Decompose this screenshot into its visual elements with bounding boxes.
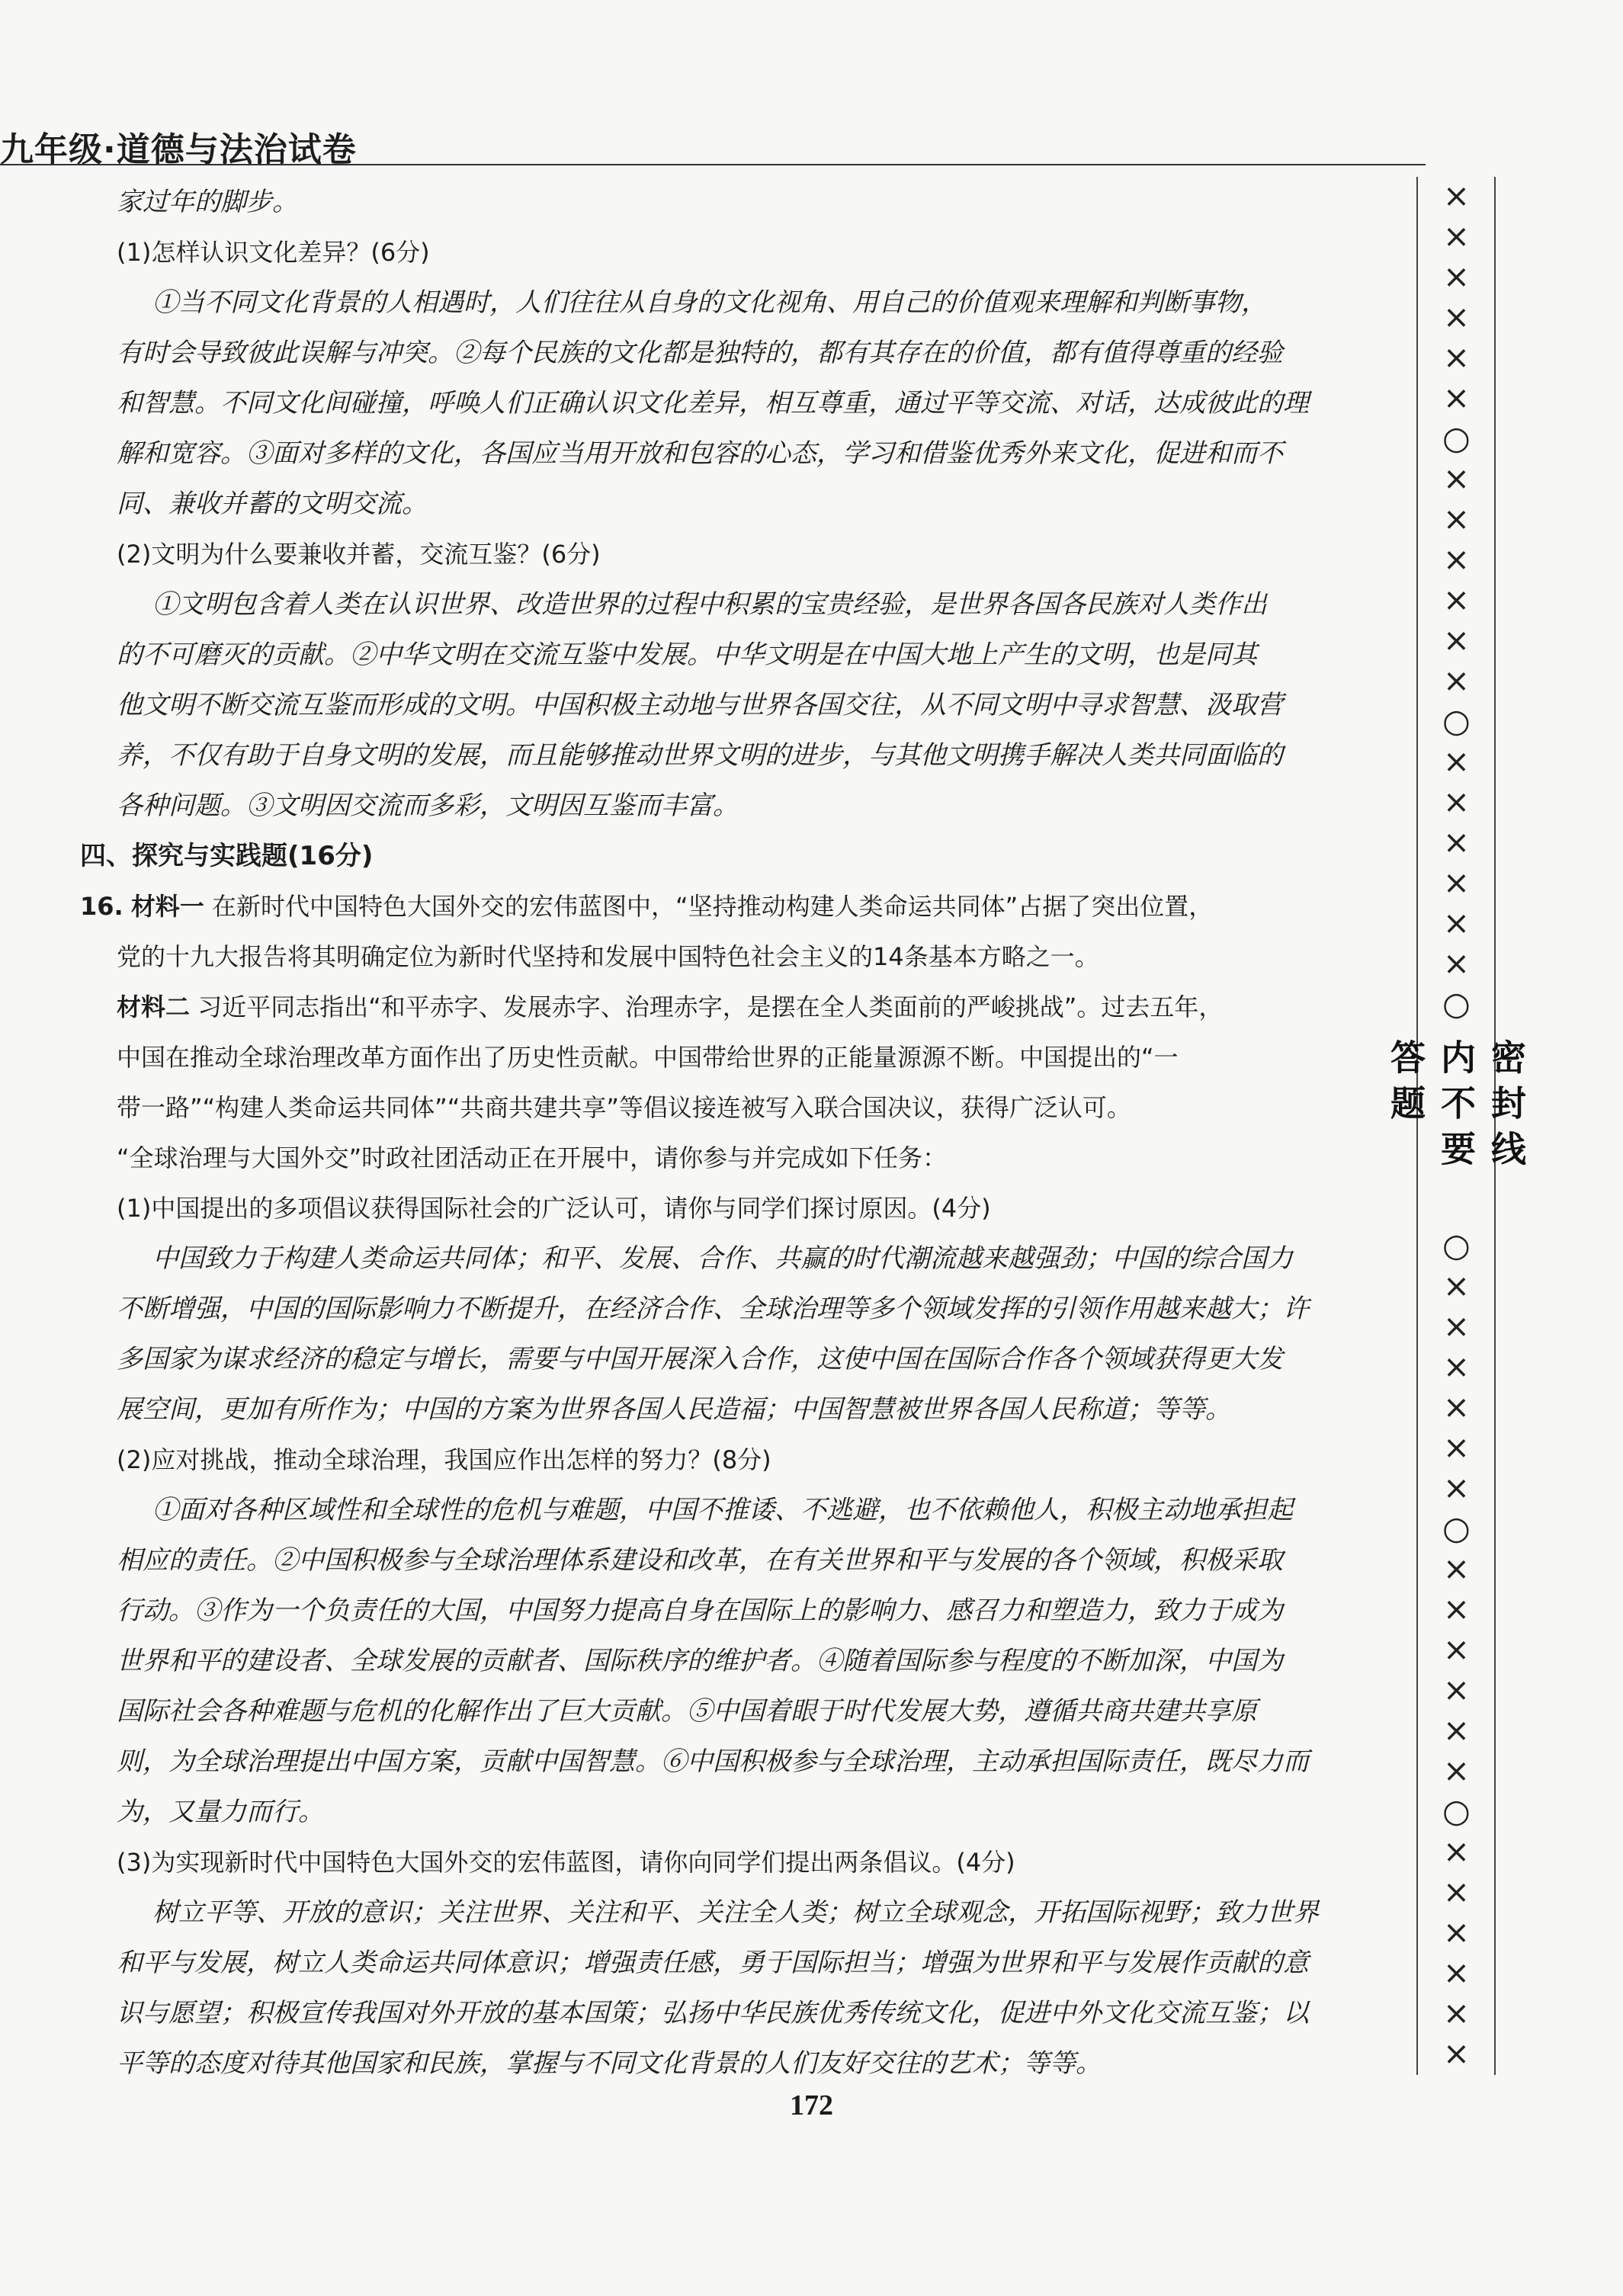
material-text: 在新时代中国特色大国外交的宏伟蓝图中，“坚持推动构建人类命运共同体”占据了突出位置， — [212, 892, 1214, 921]
answer-line: ①面对各种区域性和全球性的危机与难题，中国不推诿、不逃避，也不依赖他人，积极主动地承担起 — [152, 1495, 1293, 1525]
page-header-title: 九年级·道德与法治试卷 — [0, 130, 357, 169]
answer-line: 识与愿望；积极宣传我国对外开放的基本国策；弘扬中华民族优秀传统文化，促进中外文化交流互鉴；以 — [117, 1998, 1309, 2028]
header-divider — [0, 164, 1426, 165]
material-text: 带一路”“构建人类命运共同体”“共商共建共享”等倡议接连被写入联合国决议，获得广泛认可。 — [117, 1093, 1131, 1122]
material-text: 党的十九大报告将其明确定位为新时代坚持和发展中国特色社会主义的14条基本方略之一。 — [117, 942, 1099, 971]
answer-line: ①当不同文化背景的人相遇时，人们往往从自身的文化视角、用自己的价值观来理解和判断事物， — [152, 287, 1267, 318]
answer-line: 和平与发展，树立人类命运共同体意识；增强责任感，勇于国际担当；增强为世界和平与发展作贡献的意 — [117, 1948, 1309, 1978]
answer-line: 行动。③作为一个负责任的大国，中国努力提高自身在国际上的影响力、感召力和塑造力，致力于成为 — [117, 1595, 1283, 1626]
answer-line: 中国致力于构建人类命运共同体；和平、发展、合作、共赢的时代潮流越来越强劲；中国的综合国力 — [152, 1243, 1293, 1274]
question-1: (1)怎样认识文化差异？(6分) — [117, 238, 430, 267]
answer-line: 他文明不断交流互鉴而形成的文明。中国积极主动地与世界各国交往，从不同文明中寻求智慧、汲取营 — [117, 690, 1283, 720]
answer-line: 树立平等、开放的意识；关注世界、关注和平、关注全人类；树立全球观念，开拓国际视野；致力世界 — [152, 1897, 1319, 1928]
binding-marks-bottom: ○××××××○××××××○×××××× — [1438, 1227, 1475, 2075]
answer-line: 世界和平的建设者、全球发展的贡献者、国际秩序的维护者。④随着国际参与程度的不断加深，中国为 — [117, 1646, 1283, 1676]
question-16-material-2 — [80, 982, 1391, 1032]
page-number: 172 — [790, 2089, 833, 2121]
answer-content — [80, 177, 1391, 2089]
material-label: 材料二 — [117, 992, 191, 1021]
question-16-2: (2)应对挑战，推动全球治理，我国应作出怎样的努力？(8分) — [117, 1445, 771, 1474]
answer-line: 展空间，更加有所作为；中国的方案为世界各国人民造福；中国智慧被世界各国人民称道；等等。 — [117, 1394, 1231, 1425]
question-16-material-1 — [80, 881, 1391, 932]
answer-line: 平等的态度对待其他国家和民族，掌握与不同文化背景的人们友好交往的艺术；等等。 — [117, 2048, 1102, 2079]
answer-line: 多国家为谋求经济的稳定与增长，需要与中国开展深入合作，这使中国在国际合作各个领域获得更大发 — [117, 1344, 1283, 1374]
section-heading: 四、探究与实践题(16分) — [80, 841, 374, 871]
answer-line: 养，不仅有助于自身文明的发展，而且能够推动世界文明的进步，与其他文明携手解决人类共同面临的 — [117, 740, 1283, 771]
answer-line: 则，为全球治理提出中国方案，贡献中国智慧。⑥中国积极参与全球治理，主动承担国际责任，既尽力而 — [117, 1746, 1309, 1777]
material-text: 中国在推动全球治理改革方面作出了历史性贡献。中国带给世界的正能量源源不断。中国提出的“一 — [117, 1043, 1179, 1072]
answer-line: 有时会导致彼此误解与冲突。②每个民族的文化都是独特的，都有其存在的价值，都有值得尊重的经验 — [117, 338, 1283, 368]
answer-line: 解和宽容。③面对多样的文化，各国应当用开放和包容的心态，学习和借鉴优秀外来文化，促进和而不 — [117, 438, 1283, 469]
binding-marks-top: ××××××○××××××○××××××○ — [1438, 177, 1475, 1025]
question-number: 16. — [80, 892, 123, 921]
answer-line: 相应的责任。②中国积极参与全球治理体系建设和改革，在有关世界和平与发展的各个领域，积极采取 — [117, 1545, 1283, 1576]
answer-line: 为，又量力而行。 — [117, 1797, 324, 1827]
material-label: 材料一 — [130, 892, 204, 921]
answer-line: 不断增强，中国的国际影响力不断提升，在经济合作、全球治理等多个领域发挥的引领作用越来越大；许 — [117, 1294, 1309, 1324]
text-line: 家过年的脚步。 — [117, 187, 298, 217]
answer-line: 同、兼收并蓄的文明交流。 — [117, 489, 428, 519]
answer-line: 各种问题。③文明因交流而多彩，文明因互鉴而丰富。 — [117, 790, 739, 821]
question-2: (2)文明为什么要兼收并蓄，交流互鉴？(6分) — [117, 540, 601, 569]
question-16-1: (1)中国提出的多项倡议获得国际社会的广泛认可，请你与同学们探讨原因。(4分) — [117, 1194, 991, 1223]
answer-line: 国际社会各种难题与危机的化解作出了巨大贡献。⑤中国着眼于时代发展大势，遵循共商共建共享原 — [117, 1696, 1257, 1727]
binding-margin — [1385, 177, 1527, 2075]
binding-notice: 密封线内不要答题 — [1385, 1039, 1527, 1176]
question-16-3: (3)为实现新时代中国特色大国外交的宏伟蓝图，请你向同学们提出两条倡议。(4分) — [117, 1848, 1015, 1877]
answer-line: ①文明包含着人类在认识世界、改造世界的过程中积累的宝贵经验，是世界各国各民族对人类作出 — [152, 589, 1267, 620]
task-intro: “全球治理与大国外交”时政社团活动正在开展中，请你参与并完成如下任务： — [117, 1143, 948, 1172]
answer-line: 和智慧。不同文化间碰撞，呼唤人们正确认识文化差异，相互尊重，通过平等交流、对话，达成彼此的理 — [117, 388, 1309, 418]
answer-line: 的不可磨灭的贡献。②中华文明在交流互鉴中发展。中华文明是在中国大地上产生的文明，也是同其 — [117, 640, 1257, 670]
material-text: 习近平同志指出“和平赤字、发展赤字、治理赤字，是摆在全人类面前的严峻挑战”。过去五年， — [197, 992, 1224, 1021]
